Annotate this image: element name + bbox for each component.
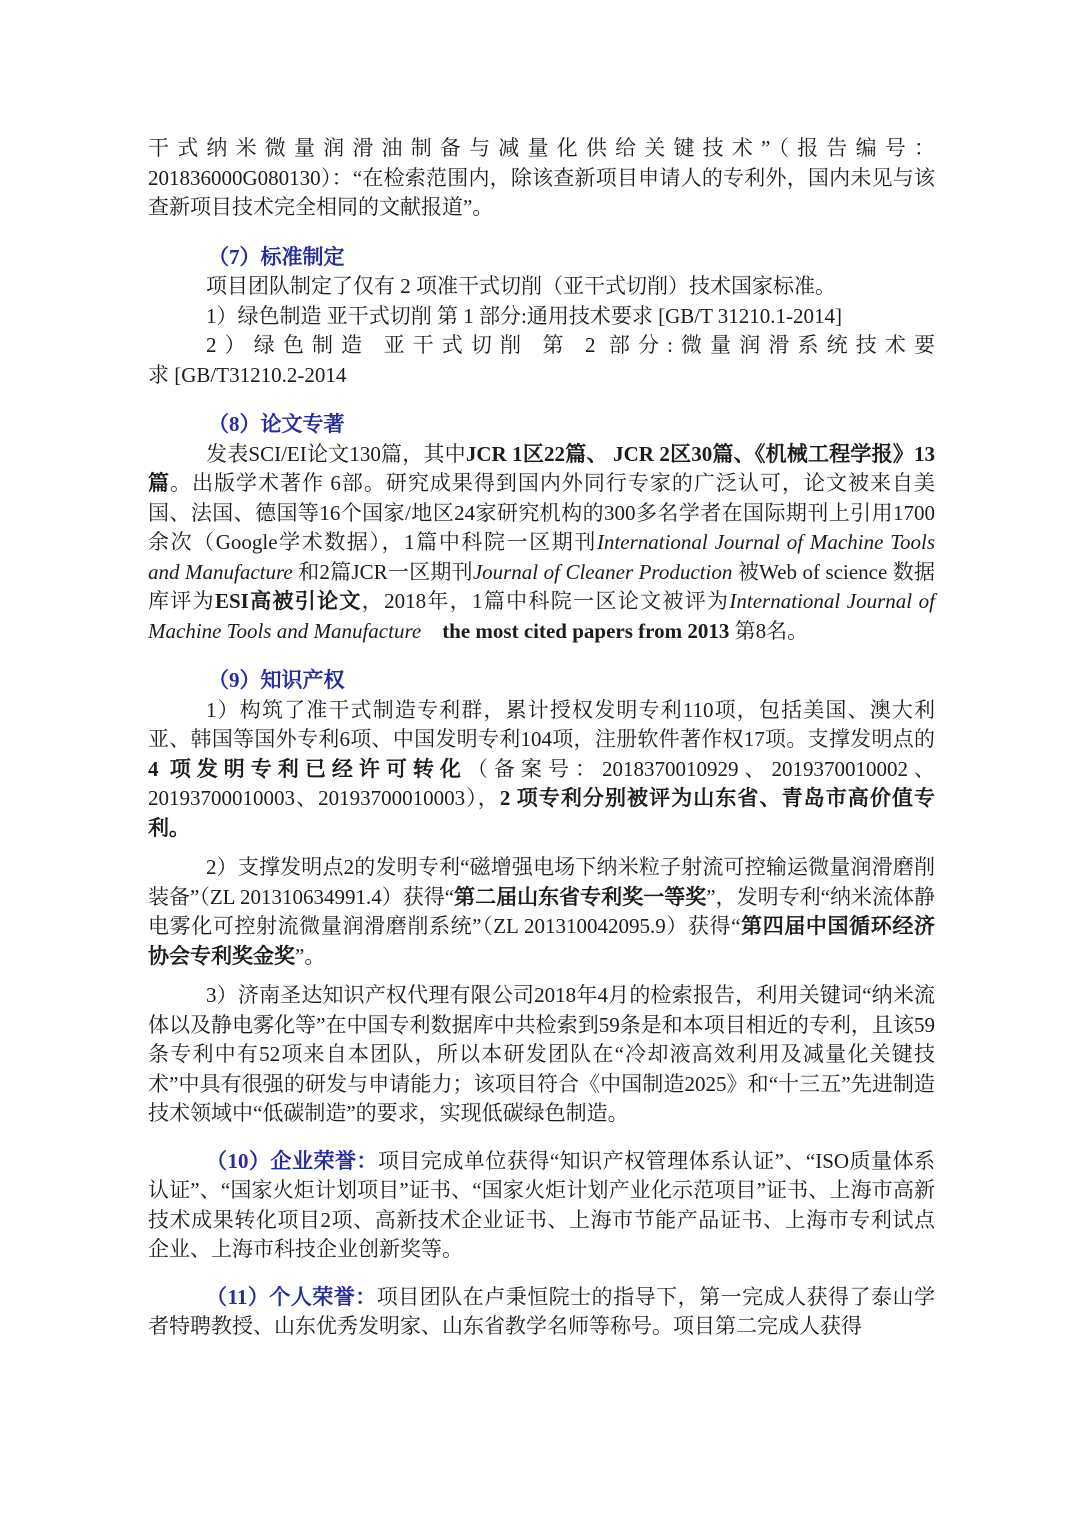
text-run: JCR 1区22篇、 JCR 2区30篇、《机械工程学报》13篇 — [148, 441, 935, 495]
text-run: 项目团队在卢秉恒院士的指导下，第一完成人获得了泰山学者特聘教授、山东优秀发明家、山东省教学名师等称号。项目第二完成人获得 — [148, 1284, 936, 1338]
text-run: 和2篇JCR一区期刊 — [292, 559, 473, 584]
text-run: 。出版学术著作 6部。研究成果得到国内外同行专家的广泛认可，论文被来自美国、法国、德国等16个国家/地区24家研究机构的300多名学者在国际期刊上引用1700余次（Google学术数据），1篇中科院一区期刊 — [148, 471, 936, 554]
text-run — [421, 619, 442, 643]
paragraph-ip-3 — [148, 981, 935, 1129]
text-run: 2）绿色制造 亚干式切削 第 2 部分:微量润滑系统技术要 — [206, 333, 935, 357]
text-run: ”，发明专利“纳米流体静电雾化可控射流微量润滑磨削系统”（ZL 201310042095.9）获得“ — [148, 884, 935, 938]
text-run: 1）构筑了准干式制造专利群，累计授权发明专利110项，包括美国、澳大利亚、韩国等国外专利6项、中国发明专利104项，注册软件著作权17项。支撑发明点的 — [148, 697, 935, 751]
section-heading-9 — [148, 666, 935, 696]
text-run: ，2018年，1篇中科院一区论文被评为 — [361, 589, 730, 613]
text-run: 被Web of science 数据库评为 — [148, 559, 936, 613]
text-run: ”。 — [295, 943, 326, 968]
text-run: International Journal of Machine Tools and Manufacture — [148, 589, 936, 643]
text-run: 第二届山东省专利奖一等奖 — [454, 884, 707, 909]
text-run: 项目完成单位获得“知识产权管理体系认证”、“ISO质量体系认证”、“国家火炬计划项目”证书、“国家火炬计划产业化示范项目”证书、上海市高新技术成果转化项目2项、高新技术企业证书、上海市节能产品证书、上海市专利试点企业、上海市科技企业创新奖等。 — [148, 1148, 935, 1261]
paragraph-report-quote — [148, 134, 935, 223]
section-heading-7 — [148, 243, 935, 273]
text-run: 第四届中国循环经济协会专利奖金奖 — [148, 914, 935, 968]
paragraph-enterprise-honors — [148, 1147, 935, 1265]
text-run: ESI高被引论文 — [214, 589, 362, 613]
paragraph-standard-1 — [148, 302, 935, 332]
text-run: 发表SCI/EI论文130篇，其中 — [206, 441, 466, 466]
paragraph-ip-1 — [148, 696, 935, 844]
text-run: （11）个人荣誉： — [206, 1284, 377, 1309]
text-run: （8）论文专著 — [208, 412, 345, 436]
text-run: 求 [GB/T31210.2-2014 — [148, 362, 347, 387]
text-run: 第8名。 — [729, 618, 809, 643]
text-run: （10）企业荣誉： — [206, 1148, 378, 1173]
text-run: （9）知识产权 — [208, 668, 345, 692]
document-content — [148, 134, 935, 1342]
paragraph-personal-honors — [148, 1283, 935, 1342]
text-run: 2 项专利分别被评为山东省、青岛市高价值专利。 — [148, 786, 936, 840]
section-heading-8 — [148, 410, 935, 440]
text-run: 3）济南圣达知识产权代理有限公司2018年4月的检索报告，利用关键词“纳米流体以及静电雾化等”在中国专利数据库中共检索到59条是和本项目相近的专利，且该59条专利中有52项来自本团队，所以本研发团队在“冷却液高效利用及减量化关键技术”中具有很强的研发与申请能力；该项目符合《中国制造2025》和“十三五”先进制造技术领域中“低碳制造”的要求，实现低碳绿色制造。 — [148, 983, 935, 1125]
text-run: 4 项发明专利已经许可转化 — [148, 756, 467, 781]
paragraph-standard-2-line1 — [148, 331, 935, 361]
paragraph-standard-2-line2 — [148, 361, 935, 391]
text-run: the most cited papers from 2013 — [442, 618, 730, 643]
text-run: （备案号：2018370010929、2019370010002、20193700010003、20193700010003）， — [148, 756, 936, 810]
text-run: Journal of Cleaner Production — [472, 559, 733, 584]
text-run: （7）标准制定 — [208, 244, 345, 269]
text-run: 1）绿色制造 亚干式切削 第 1 部分:通用技术要求 [GB/T 31210.1-2014] — [206, 303, 843, 328]
paragraph-ip-2 — [148, 853, 935, 971]
text-run: 2）支撑发明点2的发明专利“磁增强电场下纳米粒子射流可控输运微量润滑磨削装备”（ZL 201310634991.4）获得“ — [148, 855, 935, 909]
text-run: 项目团队制定了仅有 2 项准干式切削（亚干式切削）技术国家标准。 — [206, 274, 836, 298]
text-run: 干式纳米微量润滑油制备与减量化供给关键技术”（报告编号：201836000G080130）：“在检索范围内，除该查新项目申请人的专利外，国内未见与该查新项目技术完全相同的文献报道”。 — [148, 136, 935, 219]
paragraph-standards-intro — [148, 272, 935, 302]
text-run: International Journal of Machine Tools and Manufacture — [148, 530, 935, 584]
paragraph-publications — [148, 440, 935, 647]
